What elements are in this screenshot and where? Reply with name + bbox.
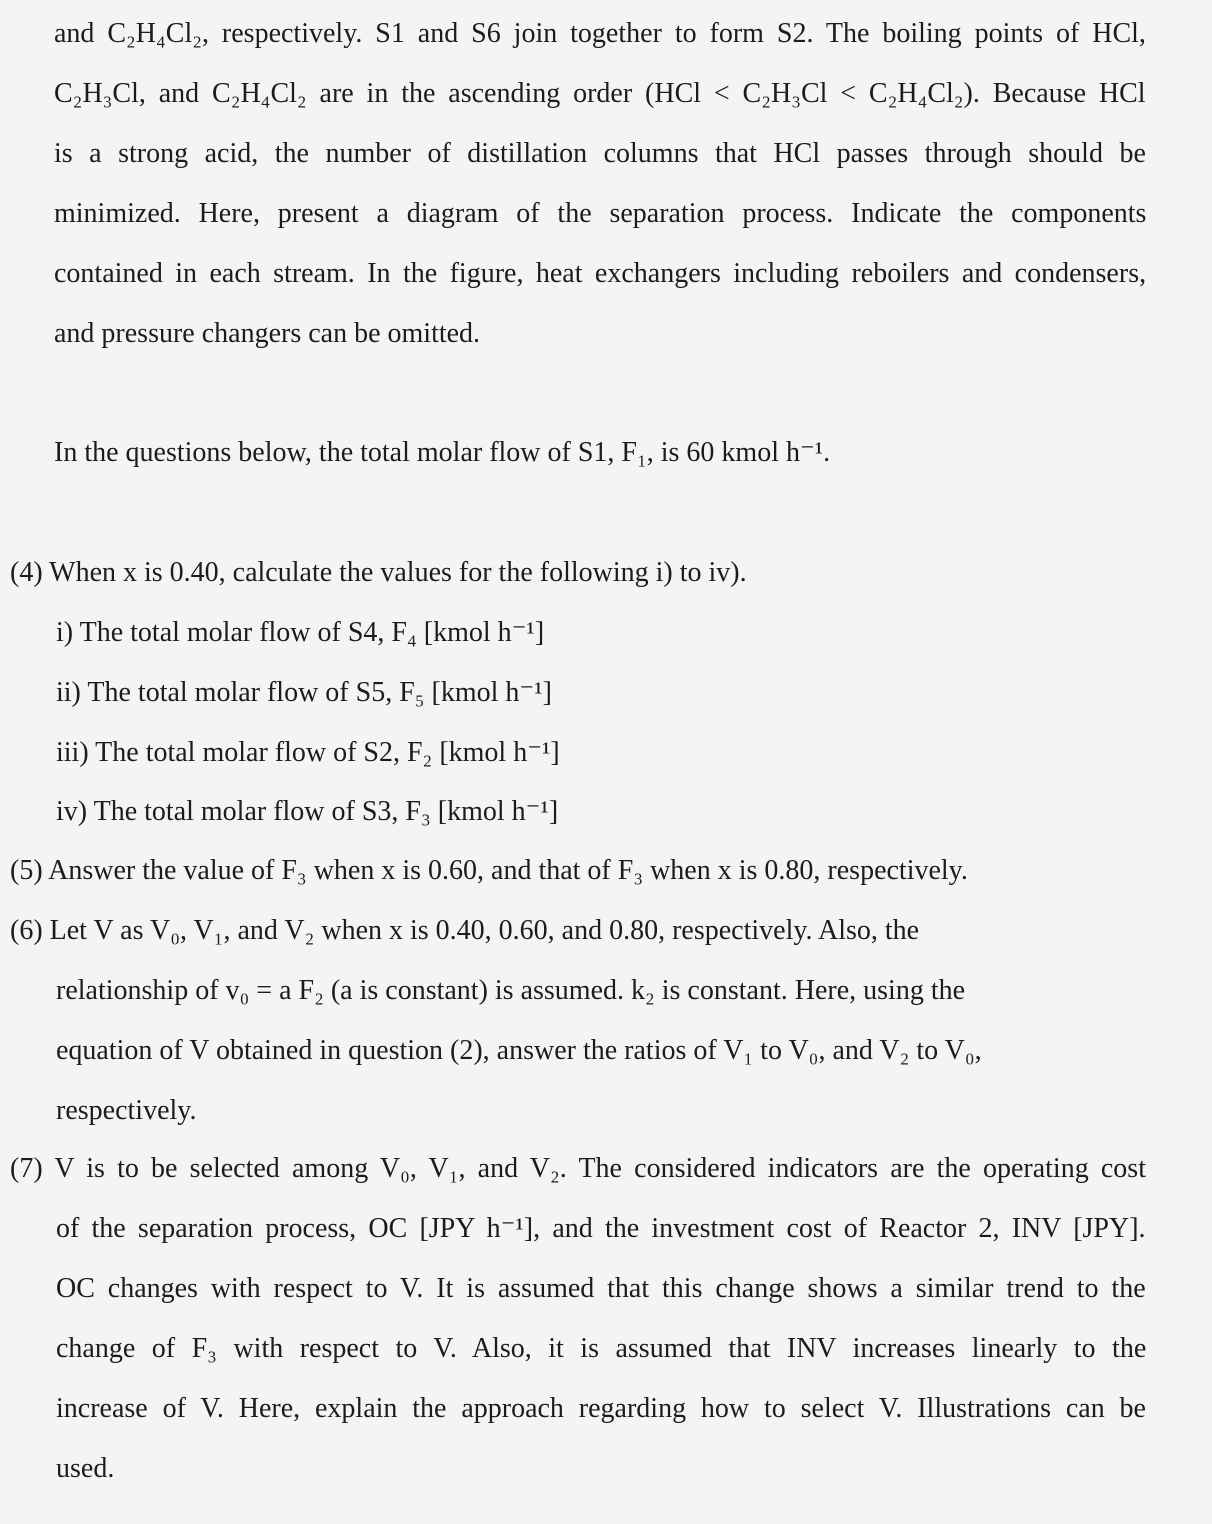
question-7-line-3: OC changes with respect to V. It is assumed that this change shows a similar trend to the (56, 1273, 1146, 1304)
intro-line-5: contained in each stream. In the figure, heat exchangers including reboilers and condensers, (54, 258, 1147, 289)
question-6-line-1: (6) Let V as V₀, V₁, and V₂ when x is 0.40, 0.60, and 0.80, respectively. Also, the (10, 915, 920, 946)
intro-line-6: and pressure changers can be omitted. (54, 318, 481, 349)
question-6-line-4: respectively. (56, 1095, 197, 1126)
question-7-line-2: of the separation process, OC [JPY h⁻¹], and the investment cost of Reactor 2, INV [JPY]. (56, 1213, 1146, 1244)
question-7-line-1: (7) V is to be selected among V₀, V₁, and V₂. The considered indicators are the operating cost (10, 1153, 1146, 1184)
flow-note: In the questions below, the total molar flow of S1, F₁, is 60 kmol h⁻¹. (54, 437, 831, 468)
question-4-item-ii: ii) The total molar flow of S5, F₅ [kmol h⁻¹] (56, 677, 552, 708)
question-7-line-6: used. (56, 1453, 115, 1484)
question-6-line-3: equation of V obtained in question (2), answer the ratios of V₁ to V₀, and V₂ to V₀, (56, 1035, 982, 1066)
intro-line-1: and C₂H₄Cl₂, respectively. S1 and S6 join together to form S2. The boiling points of HCl, (54, 18, 1146, 49)
question-4-item-i: i) The total molar flow of S4, F₄ [kmol h⁻¹] (56, 617, 545, 648)
question-4-stem: (4) When x is 0.40, calculate the values for the following i) to iv). (10, 557, 747, 588)
question-6-line-2: relationship of v₀ = a F₂ (a is constant) is assumed. k₂ is constant. Here, using the (56, 975, 966, 1006)
question-5: (5) Answer the value of F₃ when x is 0.60, and that of F₃ when x is 0.80, respectively. (10, 855, 968, 886)
intro-line-2: C₂H₃Cl, and C₂H₄Cl₂ are in the ascending order (HCl < C₂H₃Cl < C₂H₄Cl₂). Because HCl (54, 78, 1146, 109)
question-4-item-iii: iii) The total molar flow of S2, F₂ [kmol h⁻¹] (56, 737, 560, 768)
intro-line-3: is a strong acid, the number of distillation columns that HCl passes through should be (54, 138, 1146, 169)
question-7-line-4: change of F₃ with respect to V. Also, it is assumed that INV increases linearly to the (56, 1333, 1147, 1364)
intro-line-4: minimized. Here, present a diagram of the separation process. Indicate the components (54, 198, 1147, 229)
question-4-item-iv: iv) The total molar flow of S3, F₃ [kmol h⁻¹] (56, 796, 559, 827)
question-7-line-5: increase of V. Here, explain the approach regarding how to select V. Illustrations can be (56, 1393, 1146, 1424)
